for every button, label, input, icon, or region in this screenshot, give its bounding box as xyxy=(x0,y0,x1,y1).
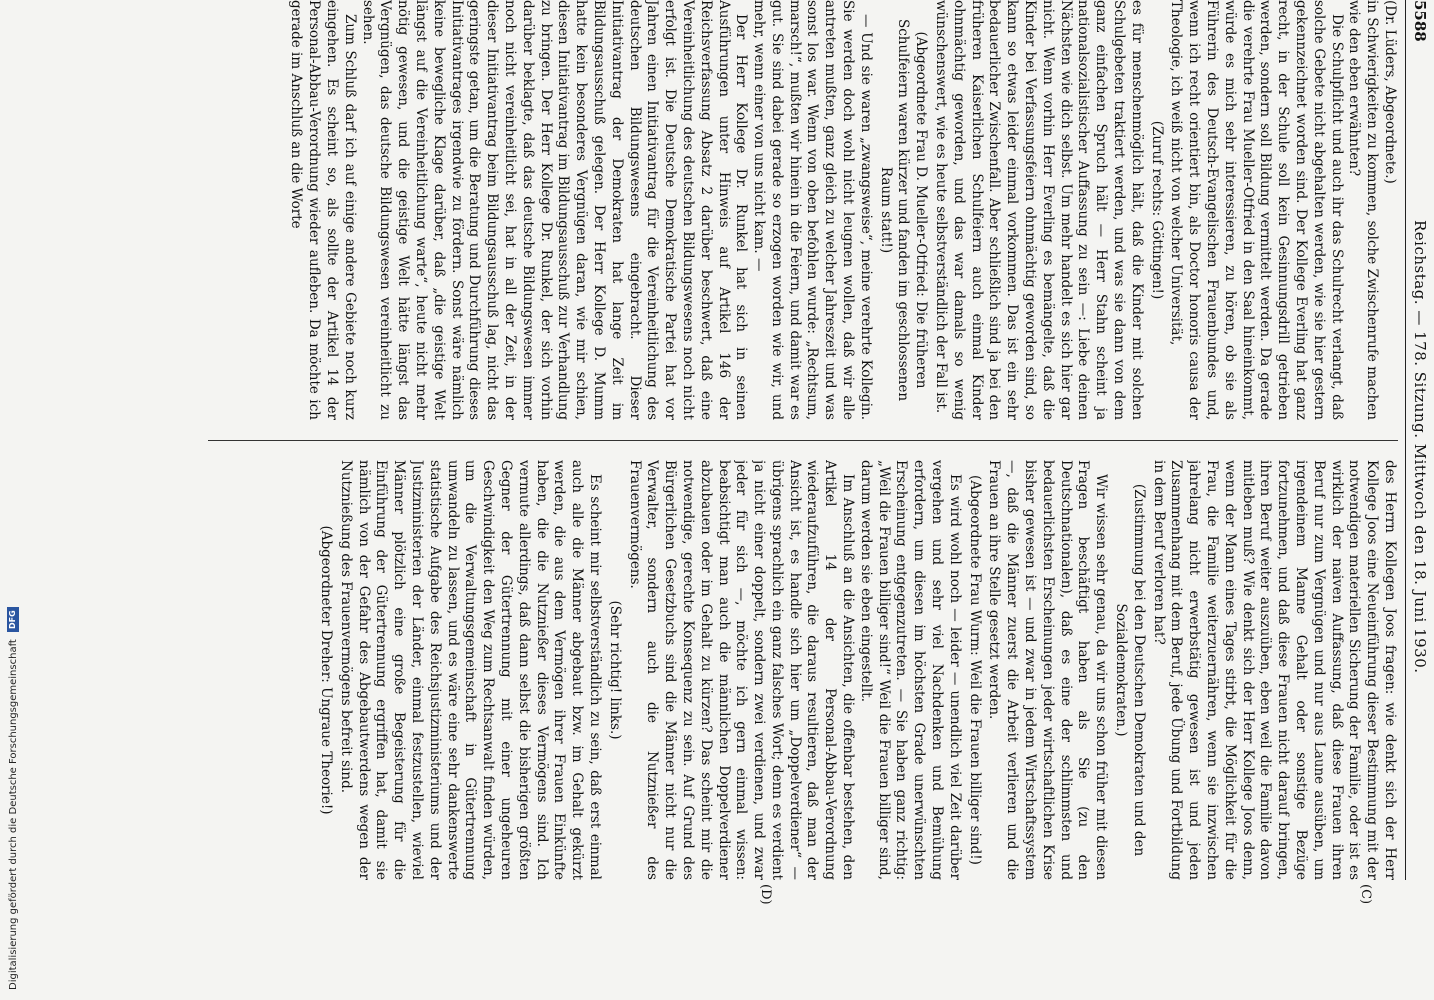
page-number: 5588 xyxy=(1411,0,1429,42)
paragraph: es für menschenmöglich hält, daß die Kinder mit solchen Schulgebeten traktiert werden, und was sie dann von dem ganz einfachen Spruch hält — Herr Stahn scheint ja nationalsozialistischer Auffassung zu sein —: Liebe deinen Nächsten wie dich selbst. Um mehr handelt es sich hier gar nicht. Wenn vorhin Herr Everling es bemängelte, daß die Kinder bei Verfassungsfeiern ohnmächtig geworden sind, so kann so etwas leider einmal vorkommen. Das ist ein sehr bedauerlicher Zwischenfall. Aber schließlich sind ja bei den früheren Kaiserlichen Schulfeiern auch einmal Kinder ohnmächtig geworden, und das war damals so wenig wünschenswert, wie es heute selbstverständlich der Fall ist. xyxy=(933,0,1145,420)
left-column xyxy=(208,0,1398,420)
margin-marker-d: (D) xyxy=(758,884,773,905)
digitization-credit xyxy=(2,0,22,1000)
paragraph: — Und sie waren „zwangsweise“, meine verehrte Kollegin. Sie werden doch wohl nicht leugnen wollen, daß wir alle antreten mußten, ganz gleich zu welcher Jahreszeit und was sonst los war. Wenn von oben befohlen wurde: „Rechtsum, marsch!“, mußten wir hinein in die Feiern, und damit war es gut. Sie sind dabei gerade so erzogen worden wie wir, und mehr, wenn einer von uns nicht kam. — xyxy=(751,0,874,420)
page-title: Reichstag. — 178. Sitzung. Mittwoch den 18. Juni 1930. xyxy=(1411,220,1429,674)
margin-marker-c: (C) xyxy=(1358,884,1373,905)
paragraph: Der Herr Kollege Dr. Runkel hat sich in seinen Ausführungen unter Hinweis auf Artikel 146 der Reichsverfassung Absatz 2 darüber beschwert, daß eine Vereinheitlichung des deutschen Bildungswesens noch nicht erfolgt ist. Die Deutsche Demokratische Partei hat vor Jahren einen Initiativantrag für die Vereinheitlichung des deutschen Bildungswesens eingebracht. Dieser Initiativantrag der Demokraten hat lange Zeit im Bildungsausschuß gelegen. Der Herr Kollege D. Mumm hatte kein besonderes Vergnügen daran, wie mir schien, diesen Initiativantrag im Bildungsausschuß zur Verhandlung zu bringen. Der Herr Kollege Dr. Runkel, der sich vorhin darüber beklagte, daß das deutsche Bildungswesen immer noch nicht vereinheitlicht sei, hat in all der Zeit, in der dieser Initiativantrag beim Bildungsausschuß lag, nicht das geringste getan, um die Beratung und Durchführung dieses Initiativantrages irgendwie zu fördern. Sonst wäre nämlich keine bewegliche Klage darüber, daß „die geistige Welt längst auf die Vereinheitlichung warte“, heute nicht mehr nötig gewesen, und die geistige Welt hätte längst das Vergnügen, das deutsche Bildungswesen vereinheitlicht zu sehen. xyxy=(359,0,750,420)
paragraph: in Schwierigkeiten zu kommen, solche Zwischenrufe machen wie den eben erwähnten? xyxy=(1346,0,1381,420)
paragraph: Die Schulpflicht und auch ihr das Schulrecht verlangt, daß solche Gebete nicht abgehalten werden, wie sie hier gestern gekennzeichnet worden sind. Der Kollege Everling hat ganz recht, in der Schule soll kein Gesinnungsdrill getrieben werden, sondern soll Bildung vermittelt werden. Da gerade die verehrte Frau Mueller-Otfried in den Saal hineinkommt, würde es mich sehr interessieren, zu hören, ob sie als Führerin des Deutsch-Evangelischen Frauenbundes und, wenn ich recht orientiert bin, als Doctor honoris causa der Theologie, ich weiß nicht von welcher Universität, xyxy=(1168,0,1345,420)
paragraph: Im Anschluß an die Ansichten, die offenbar bestehen, den Artikel 14 der Personal-Abbau-Verordnung wiederaufzuführen, die daraus resultieren, daß man der Ansicht ist, es handle sich hier um „Doppelverdiener“ — übrigens sprachlich ein ganz falsches Wort; denn es verdient ja nicht einer doppelt, sondern zwei verdienen, und zwar jeder für sich —, möchte ich gern einmal wissen: beabsichtigt man auch die männlichen Doppelverdiener abzubauen oder im Gehalt zu kürzen? Das scheint mir die notwendige, gerechte Konsequenz zu sein. Auf Grund des Bürgerlichen Gesetzbuchs sind die Männer nicht nur die Verwalter, sondern auch die Nutznießer des Frauenvermögens. xyxy=(626,460,857,880)
right-column xyxy=(208,460,1398,880)
page-header xyxy=(1405,0,1434,880)
paragraph: des Herrn Kollegen Joos fragen: wie denkt sich der Herr Kollege Joos eine Neueinführung dieser Bestimmung mit der notwendigen materiellen Sicherung der Familie, oder ist es wirklich der naiven Auffassung, daß diese Frauen ihren Beruf nur zum Vergnügen und nur aus Laune ausüben, um irgendeinem Manne Gehalt oder sonstige Bezüge fortzunehmen, und daß diese Frauen nicht darauf bringen, ihren Beruf weiter auszuüben, eben weil die Familie davon mitleben muß? Wie denkt sich der Herr Kollege Joos denn, wenn der Mann eines Tages stirbt, die Möglichkeit für die Frau, die Familie weiterzuernähren, wenn sie inzwischen jahrelang nicht erwerbstätig gewesen ist und jeden Zusammenhang mit dem Beruf, jede Übung und Fortbildung in dem Beruf verloren hat? xyxy=(1150,460,1398,880)
paragraph: Wir wissen sehr genau, da wir uns schon früher mit diesen Fragen beschäftigt haben als Sie (zu den Deutschnationalen), daß es eine der schlimmsten und bedauerlichsten Erscheinungen jeder wirtschaftlichen Krise bisher gewesen ist — und zwar in jedem Wirtschaftssystem —, daß die Männer zuerst die Arbeit verlieren und die Frauen an ihre Stelle gesetzt werden. xyxy=(986,460,1110,880)
document-page xyxy=(200,0,1434,905)
interjection: (Zustimmung bei den Deutschen Demokraten und den Sozialdemokraten.) xyxy=(1113,483,1147,857)
interjection: (Sehr richtig! links.) xyxy=(606,600,623,740)
interjection: (Zuruf rechts: Göttingen!) xyxy=(1148,120,1165,300)
speaker-note: (Dr. Lüders, Abgeordnete.) xyxy=(1382,0,1398,184)
interjection: (Abgeordneter Dreher: Ungraue Theorie!) xyxy=(317,525,334,815)
interjection: (Abgeordnete Frau D. Mueller-Otfried: Die früheren Schulfeiern waren kürzer und fanden im geschlossenen Raum statt!) xyxy=(877,18,930,402)
paragraph: Zum Schluß darf ich auf einige andere Gebiete noch kurz eingehen. Es scheint so, als sollte der Artikel 14 der Personal-Abbau-Verordnung wieder aufleben. Da möchte ich gerade im Anschluß an die Worte xyxy=(288,0,358,420)
column-divider xyxy=(208,440,1398,441)
credit-text: Digitalisierung gefördert durch die Deutsche Forschungsgemeinschaft xyxy=(8,639,19,990)
paragraph: Es wird wohl noch — leider — unendlich viel Zeit darüber vergehen und sehr viel Nachdenken und Bemühung erfordern, um diesen im höchsten Grade unerwünschten Erscheinung entgegenzutreten. — Sie haben ganz richtig: „Weil die Frauen billiger sind!“ Weil die Frauen billiger sind, darum werden sie eben eingestellt. xyxy=(857,460,963,880)
interjection: (Abgeordnete Frau Wurm: Weil die Frauen billiger sind!) xyxy=(966,475,983,865)
paragraph: Es scheint mir selbstverständlich zu sein, daß erst einmal auch alle die Männer abgebaut bzw. im Gehalt gekürzt werden, die aus dem Vermögen ihrer Frauen Einkünfte haben, die die Nutznießer dieses Vermögens sind. Ich vermute allerdings, daß dann selbst die bisherigen größten Gegner der Gütertrennung mit einer ungeheuren Geschwindigkeit den Weg zum Rechtsanwalt finden würden, um die Verwaltungsgemeinschaft in Gütertrennung umwandeln zu lassen, und es wäre eine sehr dankenswerte statistische Aufgabe des Reichsjustizministeriums und der Justizministerien der Länder, einmal festzustellen, wieviel Männer plötzlich eine große Begeisterung für die Einführung der Gütertrennung ergriffen hat, damit sie nämlich von der Gefahr des Abgebautwerdens wegen der Nutznießung des Frauenvermögens befreit sind. xyxy=(337,460,603,880)
dfg-logo: DFG xyxy=(7,607,19,632)
